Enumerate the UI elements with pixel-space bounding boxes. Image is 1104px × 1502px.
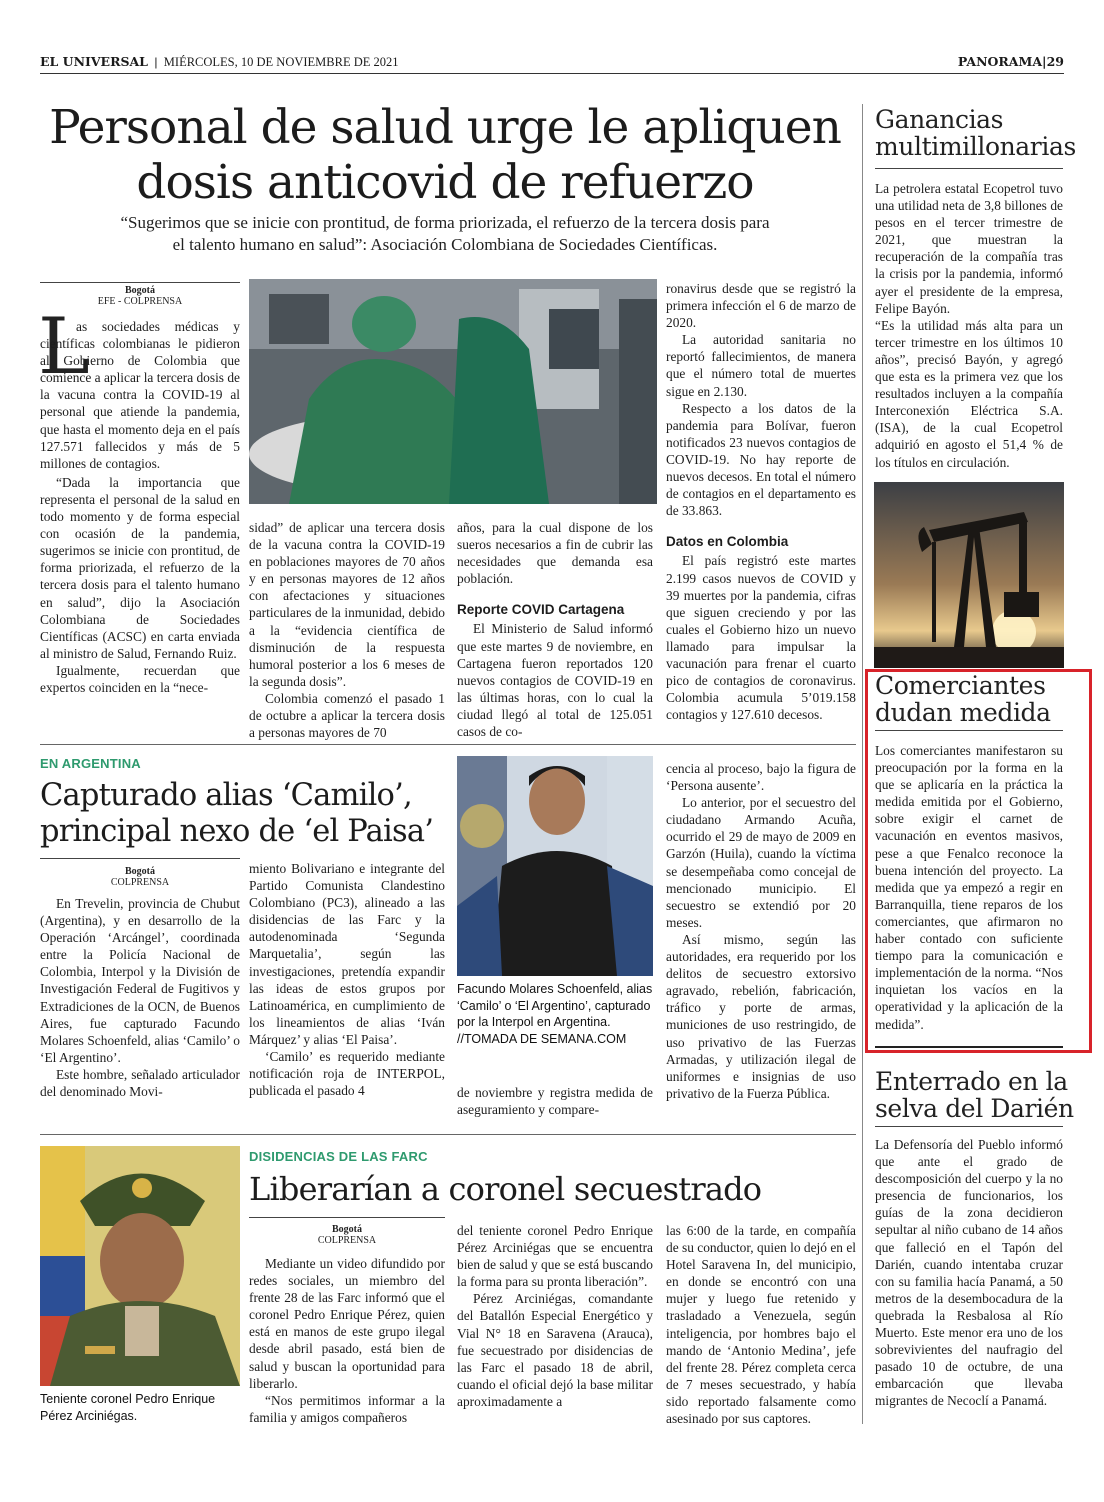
argentina-byline-rule — [40, 858, 240, 859]
lead-col4-p3: Respecto a los datos de la pandemia para Bolívar, fueron notificados 23 nuevos contagios de COVID-19. No hay reporte de nuevos decesos. En total el número de contagios en el departamento es de 33.863. — [666, 400, 856, 519]
colonel-photo-caption: Teniente coronel Pedro Enrique Pérez Arciniégas. — [40, 1392, 216, 1423]
sidebar-comerciantes-body: Los comerciantes manifestaron su preocupación por la forma en la que se aplicaría en la práctica la medida emitida por el Gobierno, sobre exigir el carnet de vacunación en eventos masivos, pese a que Fenalco reconoce la buena intención del proyecto. La medida que ya empezó a regir en Barranquilla, tiene reparos de los comerciantes, que afirmaron no haber contado con suficiente tiempo para la comunicación e implementación de la norma. “Nos inquietan los vacíos en la operatividad y la aplicación de la medida”. — [875, 743, 1063, 1032]
farc-col2: del teniente coronel Pedro Enrique Pérez Arciniégas que se encuentra bien de salud y que se está buscando la forma para su pronta liberación”. Pérez Arciniégas, comandante del Batallón Especial Energético y Vial N° 18 en Saravena (Arauca), fue secuestrado por disidencias de las Farc el pasado 18 de abril, cuando el oficial dejó la base militar aproximadamente a — [457, 1223, 653, 1409]
lead-col1-p3: Igualmente, recuerdan que expertos coinciden en la “nece- — [40, 662, 240, 695]
subhead-cartagena: Reporte COVID Cartagena — [457, 602, 625, 618]
lead-col1 — [40, 318, 240, 696]
sidebar-darien-body: La Defensoría del Pueblo informó que ante el grado de descomposición del cuerpo y la no presencia de funcionarios, los guías de la zona decidieron sepultar al niño cubano de 14 años que falleció en el Tapón del Darién, cuando intentaba cruzar con su familia hacía Panamá, a 50 metros de la desembocadura de la quebrada la Resbalosa al Río Muerto. Este menor era uno de los sobrevivientes del naufragio del pasado 10 de octubre, de una embarcación que llevaba migrantes de Necoclí a Panamá. — [875, 1137, 1063, 1409]
lead-col2 — [249, 519, 445, 741]
lead-deck: “Sugerimos que se inicie con prontitud, de forma priorizada, el refuerzo de la tercera dosis para el talento humano en salud”: Asociación Colombiana de Sociedades Científicas. — [120, 213, 770, 254]
argentina-byline: Bogotá COLPRENSA — [110, 866, 170, 888]
farc-byline-rule — [249, 1217, 445, 1218]
lead-col4 — [666, 280, 856, 723]
argentina-col2: miento Bolivariano e integrante del Partido Comunista Clandestino Colombiano (PC3), alineado a las disidencias de las Farc y la autodenominada ‘Segunda Marquetalia’, según las investigaciones, pretendía expandir las ideas de estos grupos por Latinoamérica, en cumplimiento de los lineamientos de alias ‘Iván Márquez’ y alias ‘El Paisa’. ‘Camilo’ es requerido mediante notificación roja de INTERPOL, publicada el pasado 4 — [249, 861, 445, 1099]
byline-rule — [40, 282, 240, 283]
lead-col2-p1: sidad” de aplicar una tercera dosis de la vacuna contra la COVID-19 en poblaciones mayores de 70 años y en personas mayores de 12 años con afectaciones y situaciones particulares de la inmunidad, debido a la “evidencia científica de disminución de la respuesta humoral posterior a los 6 meses de la segunda dosis”. — [249, 520, 445, 689]
sidebar-rule-1 — [875, 168, 1063, 169]
lead-col3 — [457, 519, 653, 740]
sidebar-rule-4 — [875, 1126, 1063, 1127]
lead-col4-p2: La autoridad sanitaria no reportó fallecimientos, de manera que el número total de muertes sigue en 2.130. — [666, 332, 856, 399]
section-divider-1 — [40, 744, 856, 745]
farc-byline: Bogotá COLPRENSA — [317, 1224, 377, 1246]
lead-col2-p2: Colombia comenzó el pasado 1 de octubre a aplicar la tercera dosis a personas mayores de 70 — [249, 690, 445, 741]
lead-headline: Personal de salud urge le apliquen dosis anticovid de refuerzo — [49, 100, 841, 210]
lead-photo-hospital — [249, 279, 657, 504]
lead-col1-p1: as sociedades médicas y científicas colombianas le pidieron al Gobierno de Colombia que comience a aplicar la tercera dosis de la vacuna contra la COVID-19 al personal que atiende la pandemia, que hasta el momento deja en el país 127.571 fallecidos y más de 5 millones de contagios. — [40, 319, 241, 471]
page-header: EL UNIVERSAL | MIÉRCOLES, 10 DE NOVIEMBRE DE 2021 PANORAMA|29 — [40, 54, 1064, 69]
lead-col4-p4: El país registró este martes 2.199 casos nuevos de COVID y 39 muertes por la pandemia, cifras que siguen creciendo y por las cuales el Gobierno hizo un nuevo llamado para impulsar la vacunación para frenar el cuarto pico de contagios de coronavirus. Colombia acumula 5’019.158 contagios y 127.610 decesos. — [666, 553, 856, 723]
lead-col3-p2: El Ministerio de Salud informó que este martes 9 de noviembre, en Cartagena fueron reportados 120 nuevos contagios de COVID-19 en las últimas horas, con lo cual la ciudad llegó al total de 125.051 casos de co- — [457, 621, 653, 740]
section-divider-2 — [40, 1134, 856, 1135]
sidebar-rule-2 — [875, 730, 1063, 731]
page-number: 29 — [1046, 54, 1064, 69]
lead-col3-p1: años, para la cual dispone de los sueros necesarios a fin de cubrir las necesidades que demanda esa población. — [457, 520, 653, 587]
header-rule — [40, 73, 1064, 74]
lead-col1-p2: “Dada la importancia que representa el personal de la salud en todo momento y de forma especial con ocasión de la pandemia, sugerimos se inicie con prontitud, de forma priorizada, el refuerzo de la tercera dosis para el talento humano en salud”, dijo la Asociación Colombiana de Sociedades Científicas (ACSC) en carta enviada al ministro de Salud, Fernando Ruiz. — [40, 474, 240, 661]
farc-col3: las 6:00 de la tarde, en compañía de su conductor, quien lo dejó en el Hotel Saravena In, del municipio, en donde se encontró con una mujer y luego fue retenido y trasladado a Venezuela, según inteligencia, por hombres bajo el mando de ‘Antonio Medina’, jefe del frente 28. Pérez completa cerca de 7 meses secuestrado, y había sido reportado falsamente como asesinado por sus captores. — [666, 1223, 856, 1427]
kicker-argentina: EN ARGENTINA — [40, 756, 141, 771]
colonel-photo — [40, 1146, 240, 1386]
farc-headline: Liberarían a coronel secuestrado — [249, 1170, 762, 1208]
camilo-photo — [457, 756, 653, 976]
camilo-photo-caption: Facundo Molares Schoenfeld, alias ‘Camilo’ o ‘El Argentino’, capturado por la Interpol en Argentina. //TOMADA DE SEMANA.COM — [457, 982, 653, 1046]
lead-byline: Bogotá EFE - COLPRENSA — [97, 285, 183, 307]
oil-pump-photo — [874, 482, 1064, 668]
lead-col4-p1: ronavirus desde que se registró la primera infección el 6 de marzo de 2020. — [666, 281, 856, 331]
argentina-headline: Capturado alias ‘Camilo’, principal nexo de ‘el Paisa’ — [40, 778, 434, 849]
sidebar-ganancias-body: La petrolera estatal Ecopetrol tuvo una utilidad neta de 3,8 billones de pesos en el tercer trimestre de 2021, que muestran la recuperación de la compañía tras la crisis por la pandemia, informó ayer el presidente de la empresa, Felipe Bayón. “Es la utilidad más alta para un tercer trimestre en los últimos 10 años”, precisó Bayón, y agregó que esta es la primera vez que los resultados incluyen a la compañía Interconexión Eléctrica S.A. (ISA), de la cual Ecopetrol adquirió en agosto el 51,4 % de los títulos en circulación. — [875, 181, 1063, 470]
argentina-col1: En Trevelin, provincia de Chubut (Argentina), y en desarrollo de la Operación ‘Arcángel’, coordinada entre la Policía Nacional de Colombia, Interpol y la División de Investigación Federal de Fugitivos y Extradiciones de la OCN, de Buenos Aires, fue capturado Facundo Molares Schoenfeld, alias ‘Camilo’ o ‘El Argentino’. Este hombre, señalado articulador del denominado Movi- — [40, 896, 240, 1100]
sidebar-title-comerciantes: Comerciantes dudan medida — [875, 671, 1051, 727]
argentina-col4: cencia al proceso, bajo la figura de ‘Persona ausente’. Lo anterior, por el secuestro del ciudadano Armando Acuña, ocurrido el 29 de mayo de 2009 en Garzón (Huila), cuando la víctima se desempeñaba como concejal de mencionado municipio. El secuestro se extendió por 20 meses. Así mismo, según las autoridades, era requerido por los delitos de secuestro extorsivo agravado, rebelión, fabricación, tráfico y porte de armas, municiones de uso restringido, de uso privativo de las Fuerzas Armadas, y utilización ilegal de uniformes e insignias de uso privativo de la Fuerza Pública. — [666, 761, 856, 1101]
section-name: PANORAMA — [957, 54, 1043, 69]
sidebar-vrule — [862, 104, 863, 1424]
subhead-datos-colombia: Datos en Colombia — [666, 534, 789, 550]
dropcap: L — [38, 302, 90, 392]
issue-date: MIÉRCOLES, 10 DE NOVIEMBRE DE 2021 — [163, 55, 399, 69]
kicker-farc: DISIDENCIAS DE LAS FARC — [249, 1149, 428, 1164]
farc-col1: Mediante un video difundido por redes sociales, un miembro del frente 28 de las Farc informó que el coronel Pedro Enrique Pérez, quien está en manos de este grupo ilegal desde abril pasado, está bien de salud y buscan la oportunidad para liberarlo. “Nos permitimos informar a la familia y amigos compañeros — [249, 1256, 445, 1425]
sidebar-title-darien: Enterrado en la selva del Darién — [875, 1067, 1074, 1123]
sidebar-title-ganancias: Ganancias multimillonarias — [875, 105, 1076, 161]
paper-name: EL UNIVERSAL — [40, 54, 148, 69]
sidebar-rule-3 — [875, 1046, 1063, 1048]
argentina-col3: de noviembre y registra medida de aseguramiento y compare- — [457, 1085, 653, 1118]
